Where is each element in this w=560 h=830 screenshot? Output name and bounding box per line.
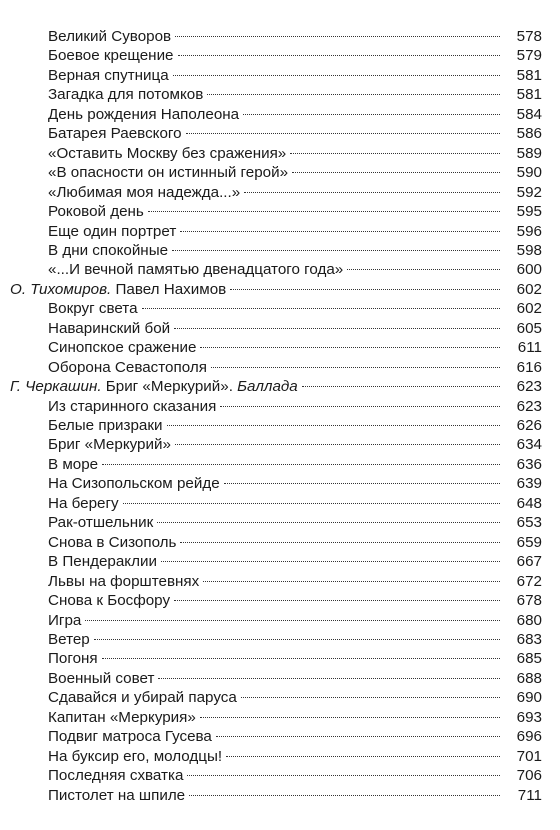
page-number: 616: [516, 358, 542, 376]
entry-title-text: На берегу: [48, 494, 119, 512]
entry-title-text: Белые призраки: [48, 417, 163, 434]
toc-entry: [0, 611, 560, 630]
entry-title-text: Сдавайся и убирай паруса: [48, 689, 237, 707]
entry-title-text: «...И вечной памятью двенадцатого года»: [48, 261, 344, 279]
page-number: 589: [516, 144, 542, 162]
entry-title: [48, 611, 81, 630]
entry-title: [48, 46, 174, 65]
entry-title: [48, 474, 220, 493]
entry-title-text: На Сизопольском рейде: [48, 475, 220, 493]
entry-title: [48, 241, 168, 260]
entry-title: [48, 727, 212, 746]
entry-title: [48, 766, 183, 785]
toc-entry: [0, 299, 560, 318]
page-number: 581: [516, 66, 542, 84]
entry-title-text: В дни спокойные: [48, 241, 169, 259]
page-number: 578: [516, 28, 542, 45]
page-number: 706: [516, 767, 542, 785]
entry-title: [10, 377, 298, 396]
entry-title-text: Оборона Севастополя: [48, 358, 207, 376]
page-number: 598: [516, 241, 542, 259]
toc-entry: [0, 552, 560, 571]
entry-title-text: Снова в Сизополь: [48, 533, 177, 551]
page-number: 690: [516, 689, 542, 707]
dot-leader: [85, 620, 500, 621]
page-number: 602: [516, 300, 542, 318]
dot-leader: [180, 542, 500, 543]
toc-entry: [0, 397, 560, 416]
toc-entry: [0, 66, 560, 85]
page-number: 590: [516, 164, 542, 182]
toc-entry: [0, 786, 560, 805]
toc-main-entry: [0, 280, 560, 299]
toc-entry: [0, 183, 560, 202]
entry-title-text: Великий Суворов: [48, 28, 172, 45]
page-number: 579: [516, 47, 542, 65]
entry-title: [48, 552, 157, 571]
entry-title: [48, 786, 185, 805]
entry-title-text: Наваринский бой: [48, 319, 171, 337]
entry-title: [48, 649, 98, 668]
dot-leader: [230, 289, 500, 290]
page-number: 600: [516, 261, 542, 279]
entry-title-text: Бриг «Меркурий».: [105, 378, 233, 396]
entry-title-text: Павел Нахимов: [115, 280, 227, 298]
dot-leader: [290, 153, 500, 154]
page-number: 595: [516, 203, 542, 221]
toc-entry: [0, 766, 560, 785]
dot-leader: [241, 697, 500, 698]
toc-entry: [0, 688, 560, 707]
page-number: 680: [516, 611, 542, 629]
page-number: 639: [516, 475, 542, 493]
entry-title-text: Синопское сражение: [48, 339, 197, 357]
entry-title: [48, 494, 119, 513]
entry-title: [48, 202, 144, 221]
entry-title: [48, 630, 90, 649]
dot-leader: [157, 522, 500, 523]
toc-entry: [0, 105, 560, 124]
entry-title-text: Погоня: [48, 650, 98, 668]
page-number: 636: [516, 455, 542, 473]
toc-entry: [0, 85, 560, 104]
page-number: 581: [516, 86, 542, 104]
entry-title-text: Вокруг света: [48, 300, 138, 318]
entry-title-text: Бриг «Меркурий»: [48, 436, 171, 454]
page-number: 592: [516, 183, 542, 201]
entry-title: [48, 124, 182, 143]
toc-entry: [0, 144, 560, 163]
page-number: 623: [516, 397, 542, 415]
entry-title: [48, 260, 343, 279]
dot-leader: [220, 406, 500, 407]
toc-entry: [0, 241, 560, 260]
entry-title: [48, 435, 171, 454]
dot-leader: [167, 425, 501, 426]
entry-title: [48, 416, 163, 435]
entry-title: [10, 280, 226, 299]
dot-leader: [175, 444, 500, 445]
entry-title-text: «Оставить Москву без сражения»: [48, 144, 287, 162]
toc-entry: [0, 222, 560, 241]
page-number: 596: [516, 222, 542, 240]
entry-title: [48, 513, 153, 532]
entry-title-text: Последняя схватка: [48, 767, 184, 785]
toc-entry: [0, 455, 560, 474]
page-number: 653: [516, 514, 542, 532]
entry-title: [48, 27, 171, 46]
toc-entry: [0, 494, 560, 513]
dot-leader: [94, 639, 500, 640]
page-number: 685: [516, 650, 542, 668]
entry-title: [48, 105, 239, 124]
page-number: 688: [516, 669, 542, 687]
entry-title: [48, 708, 196, 727]
dot-leader: [174, 600, 500, 601]
entry-title-text: Львы на форштевнях: [48, 572, 200, 590]
entry-title-text: Капитан «Меркурия»: [48, 708, 196, 726]
entry-title-text: Военный совет: [48, 669, 155, 687]
dot-leader: [148, 211, 500, 212]
dot-leader: [200, 347, 500, 348]
entry-title: [48, 66, 169, 85]
toc-main-entry: [0, 377, 560, 396]
entry-title: [48, 319, 170, 338]
toc-entry: [0, 202, 560, 221]
entry-title: [48, 299, 138, 318]
dot-leader: [158, 678, 500, 679]
dot-leader: [102, 658, 500, 659]
entry-title-text: «Любимая моя надежда...»: [48, 183, 241, 201]
entry-title: [48, 85, 203, 104]
entry-title-text: Из старинного сказания: [48, 397, 217, 415]
entry-title-text: В Пендераклии: [48, 553, 157, 571]
entry-title: [48, 591, 170, 610]
entry-title: [48, 572, 199, 591]
entry-title-text: Батарея Раевского: [48, 125, 182, 143]
entry-title: [48, 747, 222, 766]
toc-entry: [0, 319, 560, 338]
dot-leader: [347, 269, 500, 270]
toc-entry: [0, 260, 560, 279]
dot-leader: [178, 55, 501, 56]
page-number: 605: [516, 319, 542, 337]
toc-entry: [0, 649, 560, 668]
entry-genre: Баллада: [237, 378, 298, 396]
page-number: 672: [516, 572, 542, 590]
toc-entry: [0, 727, 560, 746]
dot-leader: [142, 308, 500, 309]
dot-leader: [224, 483, 500, 484]
entry-title-text: Рак-отшельник: [48, 514, 154, 532]
entry-title: [48, 688, 237, 707]
entry-author: Г. Черкашин.: [10, 378, 102, 396]
dot-leader: [216, 736, 500, 737]
page-number: 659: [516, 533, 542, 551]
entry-title: [48, 338, 196, 357]
entry-title: [48, 163, 288, 182]
page-number: 602: [516, 280, 542, 298]
dot-leader: [174, 328, 500, 329]
dot-leader: [207, 94, 500, 95]
entry-title: [48, 669, 154, 688]
toc-entry: [0, 747, 560, 766]
dot-leader: [189, 795, 500, 796]
entry-title-text: Еще один портрет: [48, 222, 177, 240]
entry-author: О. Тихомиров.: [10, 280, 112, 298]
toc-entry: [0, 474, 560, 493]
entry-title-text: На буксир его, молодцы!: [48, 747, 223, 765]
dot-leader: [161, 561, 500, 562]
toc-entry: [0, 435, 560, 454]
entry-title: [48, 144, 286, 163]
page-number: 584: [516, 105, 542, 123]
dot-leader: [226, 756, 500, 757]
toc-entry: [0, 572, 560, 591]
entry-title-text: День рождения Наполеона: [48, 105, 240, 123]
entry-title: [48, 183, 240, 202]
toc-entry: [0, 358, 560, 377]
dot-leader: [186, 133, 500, 134]
entry-title: [48, 222, 176, 241]
page-number: 693: [516, 708, 542, 726]
entry-title: [48, 397, 216, 416]
entry-title: [48, 358, 207, 377]
page-number: 611: [517, 339, 542, 357]
entry-title: [48, 455, 98, 474]
entry-title-text: Игра: [48, 611, 82, 629]
toc-entry: [0, 338, 560, 357]
dot-leader: [200, 717, 500, 718]
toc-entry: [0, 708, 560, 727]
dot-leader: [292, 172, 500, 173]
page-number: 667: [516, 553, 542, 571]
entry-title-text: Верная спутница: [48, 66, 169, 84]
dot-leader: [244, 192, 500, 193]
page-number: 678: [516, 592, 542, 610]
page-number: 696: [516, 728, 542, 746]
page-number: 634: [516, 436, 542, 454]
entry-title-text: Роковой день: [48, 203, 144, 221]
dot-leader: [180, 231, 500, 232]
dot-leader: [123, 503, 500, 504]
dot-leader: [172, 250, 500, 251]
dot-leader: [211, 367, 500, 368]
entry-title-text: В море: [48, 455, 99, 473]
entry-title-text: Подвиг матроса Гусева: [48, 728, 212, 746]
entry-title-text: Загадка для потомков: [48, 86, 204, 104]
toc-entry: [0, 533, 560, 552]
toc-entry: [0, 46, 560, 65]
dot-leader: [243, 114, 500, 115]
dot-leader: [203, 581, 500, 582]
page-number: 586: [516, 125, 542, 143]
entry-title: [48, 533, 176, 552]
entry-title-text: «В опасности он истинный герой»: [48, 164, 289, 182]
dot-leader: [175, 36, 500, 37]
page-number: 701: [516, 747, 542, 765]
toc-entry: [0, 124, 560, 143]
toc-entry: [0, 669, 560, 688]
page-number: 623: [516, 378, 542, 396]
dot-leader: [102, 464, 500, 465]
entry-title-text: Пистолет на шпиле: [48, 786, 186, 804]
page-number: 626: [516, 417, 542, 434]
dot-leader: [173, 75, 500, 76]
page-number: 711: [517, 786, 542, 804]
toc-entry: [0, 416, 560, 435]
toc-entry: [0, 591, 560, 610]
page-number: 648: [516, 494, 542, 512]
toc-entry: [0, 27, 560, 46]
entry-title-text: Снова к Босфору: [48, 592, 171, 610]
toc-entry: [0, 630, 560, 649]
toc-entry: [0, 163, 560, 182]
entry-title-text: Ветер: [48, 630, 90, 648]
entry-title-text: Боевое крещение: [48, 47, 174, 65]
page-number: 683: [516, 630, 542, 648]
dot-leader: [302, 386, 500, 387]
dot-leader: [187, 775, 500, 776]
toc-entry: [0, 513, 560, 532]
